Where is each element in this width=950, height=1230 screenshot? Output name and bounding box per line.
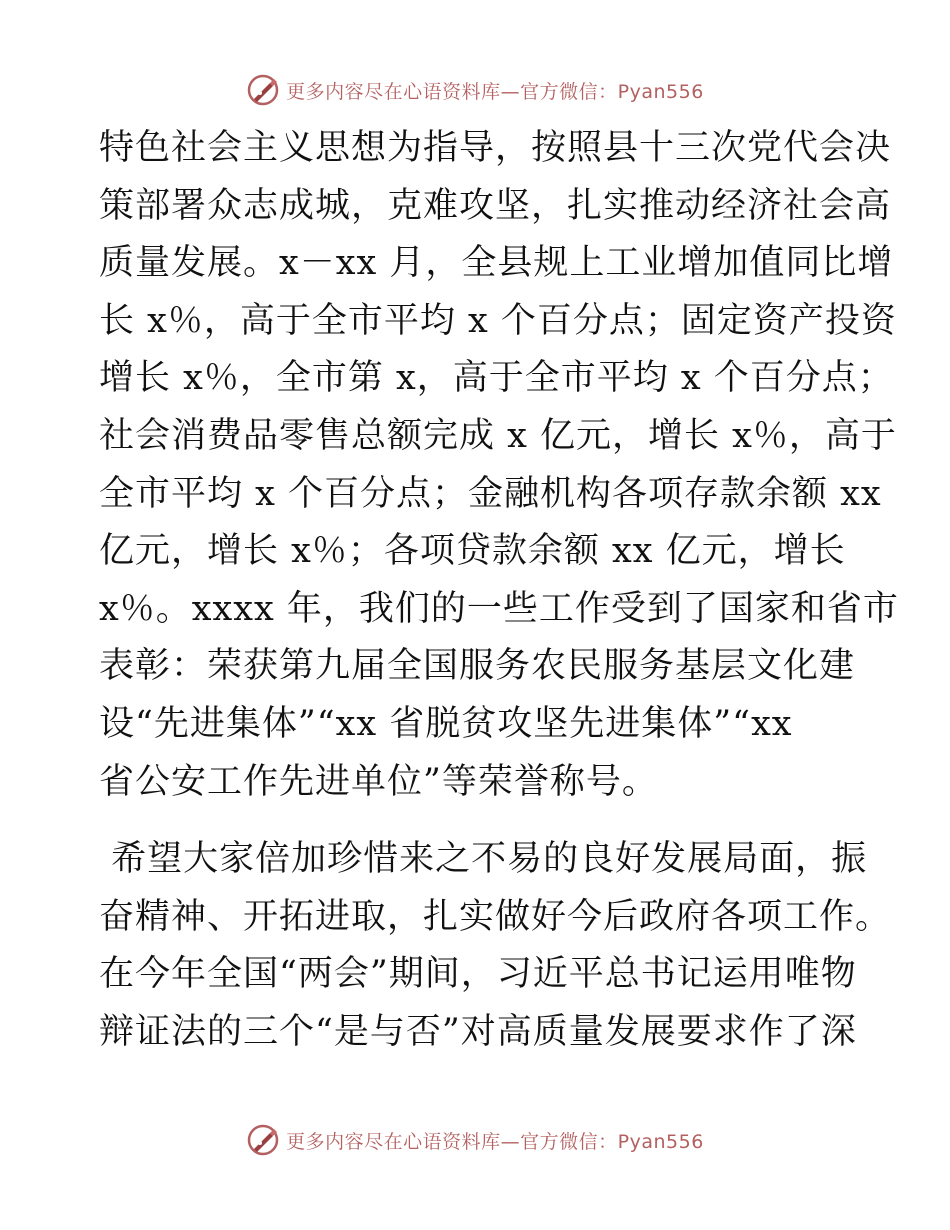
paragraph-line: 希望大家倍加珍惜来之不易的良好发展局面，振 — [99, 839, 868, 880]
header-watermark-banner — [0, 70, 950, 110]
paragraph-line: 特色社会主义思想为指导，按照县十三次党代会决 — [99, 128, 892, 168]
paragraph-line: 长 x％，高于全市平均 x 个百分点；固定资产投资 — [99, 300, 897, 341]
footer-watermark-banner — [0, 1120, 950, 1160]
paragraph-line: 策部署众志成城，克难攻坚，扎实推动经济社会高 — [99, 185, 892, 226]
paragraph-line: 增长 x％，全市第 x，高于全市平均 x 个百分点； — [99, 358, 894, 399]
paragraph-line: x％。xxxx 年，我们的一些工作受到了国家和省市 — [99, 588, 899, 629]
paragraph-line: 表彰：荣获第九届全国服务农民服务基层文化建 — [99, 646, 856, 687]
paragraph-line: 在今年全国“两会”期间，习近平总书记运用唯物 — [99, 954, 857, 995]
paragraph-1 — [99, 120, 899, 811]
footer-watermark-text: 更多内容尽在心语资料库—官方微信：Pyan556 — [286, 1130, 704, 1153]
paragraph-line: 全市平均 x 个百分点；金融机构各项存款余额 xx — [99, 473, 882, 514]
paragraph-line: 辩证法的三个“是与否”对高质量发展要求作了深 — [99, 1011, 857, 1052]
paragraph-line: 质量发展。x－xx 月，全县规上工业增加值同比增 — [99, 243, 894, 284]
paragraph-line: 省公安工作先进单位”等荣誉称号。 — [99, 761, 658, 802]
document-body — [99, 120, 899, 1062]
pen-logo-icon — [246, 1123, 280, 1157]
paragraph-line: 亿元，增长 x％；各项贷款余额 xx 亿元，增长 — [99, 531, 846, 572]
paragraph-2 — [99, 831, 892, 1061]
header-watermark-text: 更多内容尽在心语资料库—官方微信：Pyan556 — [286, 80, 704, 103]
paragraph-line: 设“先进集体”“xx 省脱贫攻坚先进集体”“xx — [99, 703, 793, 744]
paragraph-line: 奋精神、开拓进取，扎实做好今后政府各项工作。 — [99, 896, 892, 937]
pen-logo-icon — [246, 73, 280, 107]
paragraph-line: 社会消费品零售总额完成 x 亿元，增长 x％，高于 — [99, 415, 897, 456]
